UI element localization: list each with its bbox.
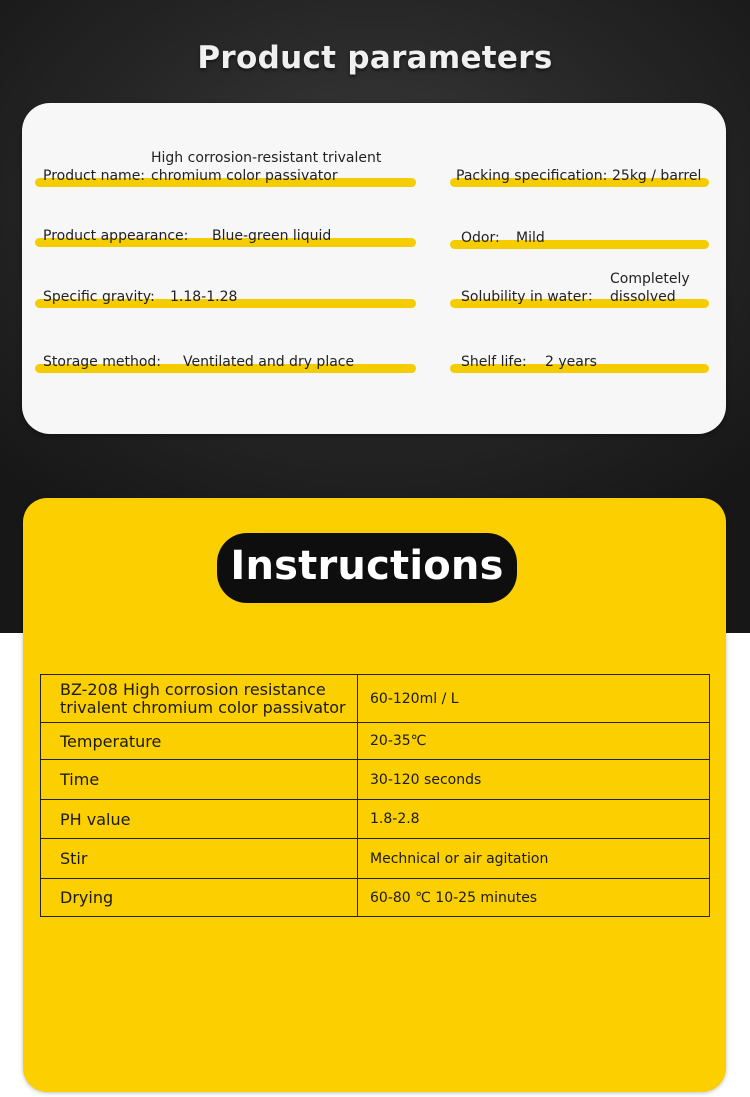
param-label: Shelf life: bbox=[461, 354, 527, 370]
param-product-name bbox=[35, 150, 416, 187]
param-label: Packing specification: bbox=[456, 168, 608, 184]
instructions-table bbox=[40, 674, 710, 917]
table-cell-name: Drying bbox=[41, 879, 358, 917]
param-label: Solubility in water： bbox=[461, 289, 602, 305]
table-cell-name: Stir bbox=[41, 839, 358, 879]
cell-text-line2: trivalent chromium color passivator bbox=[60, 697, 346, 717]
table-cell-value: Mechnical or air agitation bbox=[358, 839, 710, 879]
param-label: Storage method: bbox=[43, 354, 162, 370]
param-value: Blue-green liquid bbox=[212, 228, 332, 244]
param-value-line2: chromium color passivator bbox=[151, 168, 338, 184]
table-row bbox=[41, 800, 710, 839]
param-odor bbox=[450, 219, 709, 249]
param-label: Product appearance: bbox=[43, 228, 189, 244]
params-card bbox=[22, 103, 726, 434]
param-value: Mild bbox=[516, 230, 545, 246]
param-specific-gravity bbox=[35, 278, 416, 308]
table-row bbox=[41, 723, 710, 760]
table-row bbox=[41, 839, 710, 879]
table-row bbox=[41, 760, 710, 800]
instructions-title: Instructions bbox=[217, 533, 517, 603]
table-cell-value: 60-80 ℃ 10-25 minutes bbox=[358, 879, 710, 917]
param-label: Product name: bbox=[43, 168, 146, 184]
table-row bbox=[41, 675, 710, 723]
table-cell-value: 30-120 seconds bbox=[358, 760, 710, 800]
param-solubility bbox=[450, 271, 709, 308]
param-value-line2: dissolved bbox=[610, 289, 676, 305]
param-value-line1: Completely bbox=[610, 271, 690, 287]
param-value: 1.18-1.28 bbox=[170, 289, 238, 305]
table-cell-name: Temperature bbox=[41, 723, 358, 760]
table-cell-value: 1.8-2.8 bbox=[358, 800, 710, 839]
table-cell-name: Time bbox=[41, 760, 358, 800]
param-storage bbox=[35, 343, 416, 373]
param-appearance bbox=[35, 217, 416, 247]
param-label: Specific gravity: bbox=[43, 289, 155, 305]
table-cell-name bbox=[41, 675, 358, 723]
table-cell-name: PH value bbox=[41, 800, 358, 839]
table-row bbox=[41, 879, 710, 917]
param-label: Odor: bbox=[461, 230, 500, 246]
param-value: Ventilated and dry place bbox=[183, 354, 355, 370]
param-value: 2 years bbox=[545, 354, 597, 370]
params-title: Product parameters bbox=[197, 40, 553, 76]
cell-text-line1: BZ-208 High corrosion resistance bbox=[60, 679, 326, 699]
param-value-line1: High corrosion-resistant trivalent bbox=[151, 150, 382, 166]
param-packing bbox=[450, 157, 709, 187]
param-shelf-life bbox=[450, 343, 709, 373]
param-value: 25kg / barrel bbox=[612, 168, 702, 184]
table-cell-value: 60-120ml / L bbox=[358, 675, 710, 723]
table-cell-value: 20-35℃ bbox=[358, 723, 710, 760]
